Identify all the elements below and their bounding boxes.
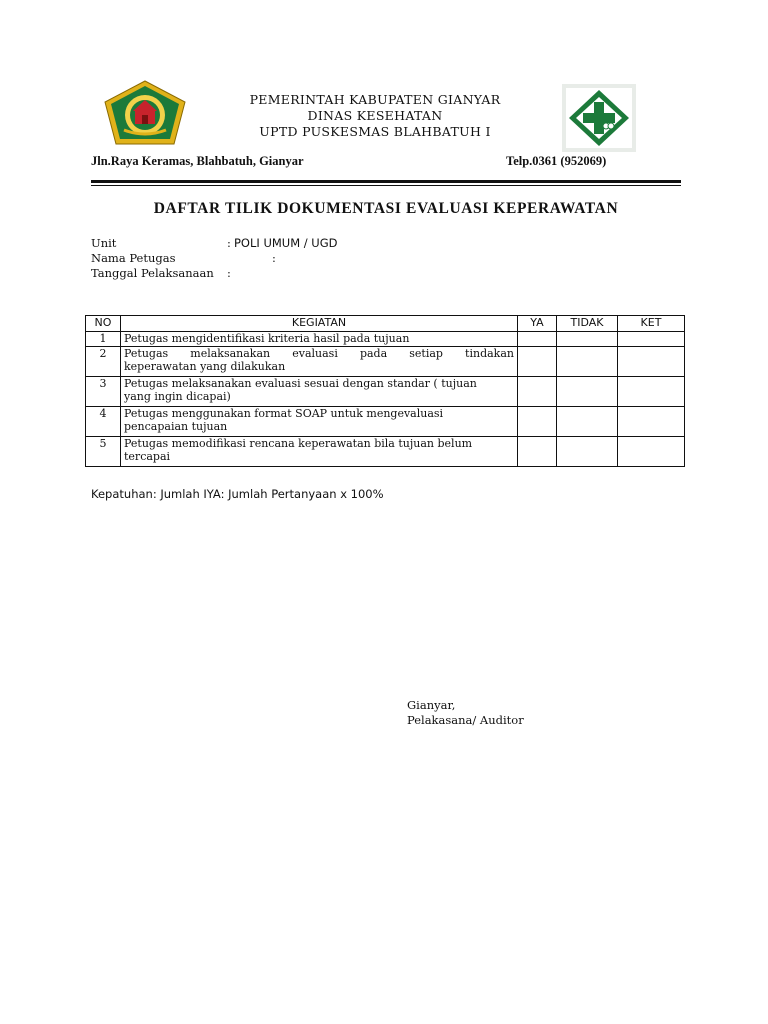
puskesmas-cross-icon — [562, 84, 636, 152]
meta-colon: : — [227, 266, 231, 280]
header-activity: KEGIATAN — [121, 316, 518, 332]
row-activity — [121, 377, 518, 407]
activity-line: Petugas memodifikasi rencana keperawatan bila tujuan belum — [124, 437, 473, 450]
address: Jln.Raya Keramas, Blahbatuh, Gianyar — [91, 154, 304, 168]
meta-label: Nama Petugas — [91, 251, 176, 265]
table-row — [86, 407, 685, 437]
row-number: 1 — [86, 332, 121, 347]
table-row — [86, 332, 685, 347]
compliance-formula: Kepatuhan: Jumlah IYA: Jumlah Pertanyaan x 100% — [91, 487, 384, 501]
signature-place: Gianyar, — [407, 698, 456, 712]
letterhead-department: DINAS KESEHATAN — [307, 108, 443, 123]
row-number: 2 — [86, 347, 121, 377]
activity-line: tercapai — [124, 450, 171, 463]
row-activity — [121, 332, 518, 347]
meta-value: POLI UMUM / UGD — [234, 236, 338, 250]
checklist-table — [85, 315, 685, 467]
cell-notes[interactable] — [618, 437, 685, 467]
row-number: 3 — [86, 377, 121, 407]
activity-line: keperawatan yang dilakukan — [124, 360, 286, 373]
header-notes: KET — [618, 316, 685, 332]
header-yes: YA — [518, 316, 557, 332]
cell-no[interactable] — [557, 437, 618, 467]
table-row — [86, 377, 685, 407]
cell-yes[interactable] — [518, 332, 557, 347]
header-no-answer: TIDAK — [557, 316, 618, 332]
cell-no[interactable] — [557, 377, 618, 407]
cell-yes[interactable] — [518, 437, 557, 467]
activity-line: pencapaian tujuan — [124, 420, 228, 433]
activity-line: Petugas menggunakan format SOAP untuk mengevaluasi — [124, 407, 444, 420]
activity-line: Petugas melaksanakan evaluasi sesuai dengan standar ( tujuan — [124, 377, 477, 390]
document-title: DAFTAR TILIK DOKUMENTASI EVALUASI KEPERAWATAN — [153, 200, 619, 217]
cell-yes[interactable] — [518, 407, 557, 437]
phone: Telp.0361 (952069) — [506, 154, 607, 168]
signature-role: Pelakasana/ Auditor — [407, 713, 524, 727]
header-no: NO — [86, 316, 121, 332]
cell-no[interactable] — [557, 332, 618, 347]
letterhead-government: PEMERINTAH KABUPATEN GIANYAR — [249, 92, 501, 107]
regency-crest-icon — [104, 80, 186, 146]
meta-colon: : — [227, 236, 231, 250]
table-row — [86, 347, 685, 377]
row-activity — [121, 437, 518, 467]
cell-no[interactable] — [557, 347, 618, 377]
cell-notes[interactable] — [618, 332, 685, 347]
row-activity — [121, 407, 518, 437]
row-number: 4 — [86, 407, 121, 437]
meta-colon: : — [272, 251, 276, 265]
cell-notes[interactable] — [618, 347, 685, 377]
letterhead — [190, 92, 560, 140]
cell-no[interactable] — [557, 407, 618, 437]
table-row — [86, 437, 685, 467]
table-header-row — [86, 316, 685, 332]
cell-notes[interactable] — [618, 377, 685, 407]
row-activity — [121, 347, 518, 377]
cell-notes[interactable] — [618, 407, 685, 437]
activity-line: yang ingin dicapai) — [124, 390, 231, 403]
activity-line: Petugas melaksanakan evaluasi pada setiap tindakan — [124, 347, 514, 360]
row-number: 5 — [86, 437, 121, 467]
meta-label: Unit — [91, 236, 117, 250]
meta-label: Tanggal Pelaksanaan — [91, 266, 214, 280]
activity-line: Petugas mengidentifikasi kriteria hasil pada tujuan — [124, 332, 410, 345]
cell-yes[interactable] — [518, 377, 557, 407]
letterhead-rule-thin — [91, 185, 681, 186]
letterhead-unit: UPTD PUSKESMAS BLAHBATUH I — [259, 124, 491, 139]
cell-yes[interactable] — [518, 347, 557, 377]
letterhead-rule — [91, 180, 681, 183]
